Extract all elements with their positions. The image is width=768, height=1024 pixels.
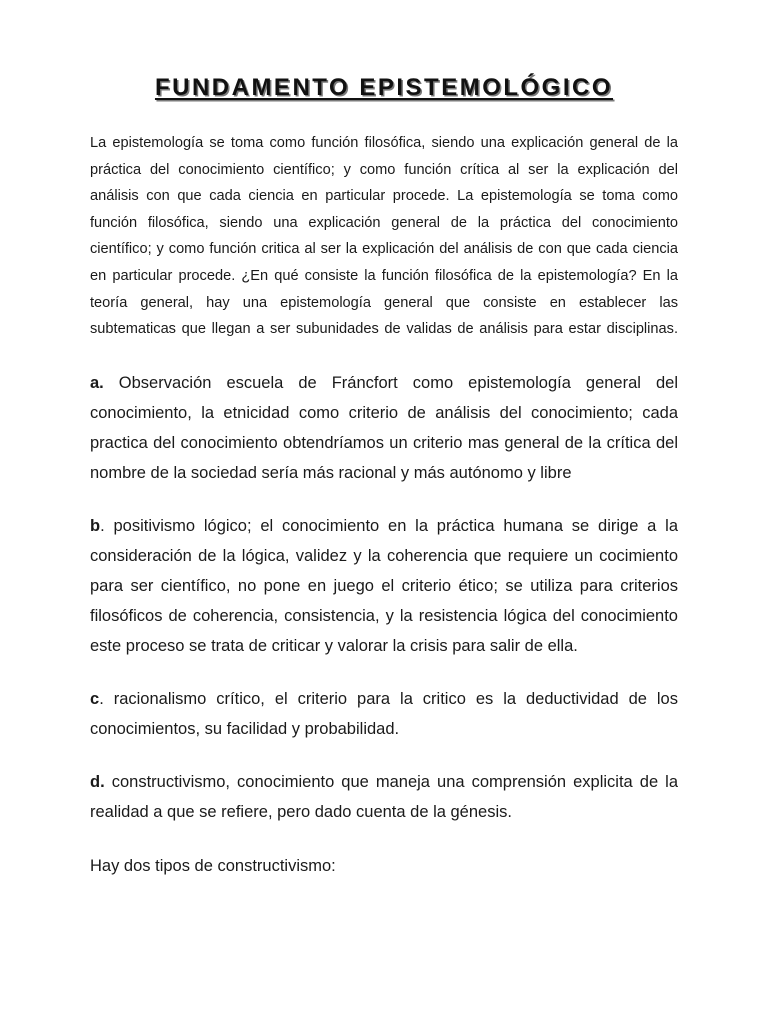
paragraph-line xyxy=(90,368,678,398)
item-b-text: . positivismo lógico; el conocimiento en la práctica humana se dirige a la xyxy=(100,516,678,535)
paragraph-line: función filosófica, siendo una explicación general de la práctica del conocimiento xyxy=(90,214,678,231)
paragraph-line: realidad a que se refiere, pero dado cuenta de la génesis. xyxy=(90,802,512,821)
paragraph-line: científico; y como función critica al ser la explicación del análisis de con que cada ciencia xyxy=(90,241,678,258)
item-c-label: c xyxy=(90,689,100,708)
paragraph-line: nombre de la sociedad sería más racional y más autónomo y libre xyxy=(90,463,572,482)
paragraph-line: para ser científico, no pone en juego el criterio ético; se utiliza para criterios xyxy=(90,576,678,595)
paragraph-line: este proceso se trata de criticar y valorar la crisis para salir de ella. xyxy=(90,636,578,655)
paragraph-line: consideración de la lógica, validez y la coherencia que requiere un cocimiento xyxy=(90,546,678,565)
document-title: FUNDAMENTO EPISTEMOLÓGICO xyxy=(154,74,614,101)
paragraph-line: teoría general, hay una epistemología general que consiste en establecer las xyxy=(90,294,678,311)
paragraph-line: La epistemología se toma como función filosófica, siendo una explicación general de la xyxy=(90,135,678,151)
paragraph-line: filosóficos de coherencia, consistencia, y la resistencia lógica del conocimiento xyxy=(90,606,678,625)
item-d-label: d. xyxy=(90,772,105,791)
paragraph-line: subtematicas que llegan a ser subunidades de validas de análisis para estar disciplinas. xyxy=(90,321,678,338)
item-c-text: . racionalismo crítico, el criterio para la critico es la deductividad de los xyxy=(99,689,678,708)
item-c-paragraph xyxy=(90,684,678,744)
item-d-paragraph xyxy=(90,767,678,827)
paragraph-line xyxy=(90,767,678,797)
paragraph-line: análisis con que cada ciencia en particular procede. La epistemología se toma como xyxy=(90,188,678,205)
paragraph-line: en particular procede. ¿En qué consiste la función filosófica de la epistemología? En la xyxy=(90,267,678,284)
item-a-label: a. xyxy=(90,373,104,392)
paragraph-line: practica del conocimiento obtendríamos un criterio mas general de la crítica del xyxy=(90,433,678,452)
item-a-text: Observación escuela de Fráncfort como epistemología general del xyxy=(103,373,678,392)
intro-paragraph xyxy=(90,130,678,343)
paragraph-line xyxy=(90,684,678,714)
paragraph-line: conocimiento, la etnicidad como criterio de análisis del conocimiento; cada xyxy=(90,403,678,422)
paragraph-line: práctica del conocimiento científico; y como función crítica al ser la explicación del xyxy=(90,161,678,178)
document-body xyxy=(90,0,678,881)
closing-line: Hay dos tipos de constructivismo: xyxy=(90,856,336,875)
item-b-paragraph xyxy=(90,511,678,661)
paragraph-line xyxy=(90,511,678,541)
paragraph-line: conocimientos, su facilidad y probabilidad. xyxy=(90,719,400,738)
item-d-text: constructivismo, conocimiento que maneja una comprensión explicita de la xyxy=(104,772,678,791)
item-a-paragraph xyxy=(90,368,678,488)
item-b-label: b xyxy=(90,516,101,535)
